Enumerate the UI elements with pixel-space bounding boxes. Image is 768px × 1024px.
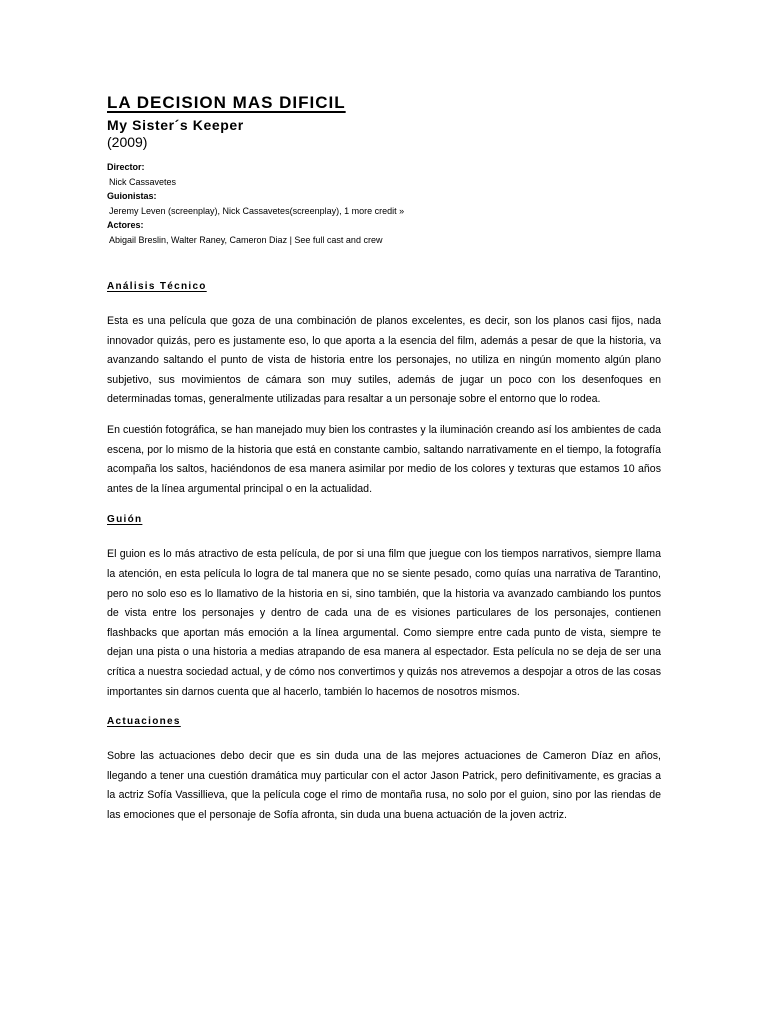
credit-label-director: Director: <box>107 162 145 172</box>
section-heading-analisis: Análisis Técnico <box>107 281 207 292</box>
document-subtitle: My Sister´s Keeper <box>107 117 244 133</box>
paragraph-guion-1: El guion es lo más atractivo de esta película, de por si una film que juegue con los tiempos narrativos, siempre llama la atención, en esta película lo logra de tal manera que no se siente pesado, como quías una narrativa de Tarantino, pero no solo eso es lo llamativo de la historia en si, sino también, que la historia va avanzado cambiando los puntos de vista entre los personajes y dentro de cada una de es visiones particulares de los personajes, contienen flashbacks que aportan más emoción a la línea argumental. Como siempre entre cada punto de vista, siempre te dejan una pista o una historia a medias atrapando de esa manera al espectador. Esta película no se deja de ser una crítica a nuestra sociedad actual, y de cómo nos convertimos y quizás nos atrevemos a despojar a otros de las cosas importantes sin darnos cuenta que al hacerlo, también lo hacemos de nosotros mismos. <box>107 548 661 698</box>
credit-label-writers: Guionistas: <box>107 191 157 201</box>
document-title: LA DECISION MAS DIFICIL <box>107 93 346 112</box>
document-page <box>107 92 661 825</box>
section-heading-guion: Guión <box>107 514 143 526</box>
paragraph-actuaciones-1: Sobre las actuaciones debo decir que es sin duda una de las mejores actuaciones de Cameron Díaz en años, llegando a tener una cuestión dramática muy particular con el actor Jason Patrick, pero definitivamente, es gracias a la actriz Sofía Vassillieva, que la película coge el rimo de montaña rusa, no solo por el guion, sino por las riendas de las emociones que el personaje de Sofía afronta, sin duda una buena actuación de la joven actriz. <box>107 750 661 821</box>
credit-value-director: Nick Cassavetes <box>109 176 177 187</box>
paragraph-analisis-2: En cuestión fotográfica, se han manejado muy bien los contrastes y la iluminación creando así los ambientes de cada escena, por lo mismo de la historia que está en constante cambio, saltando narrativamente en el tiempo, la fotografía acompaña los saltos, haciéndonos de esa manera asimilar por medio de los colores y texturas que estamos 10 años antes de la línea argumental principal o en la actualidad. <box>107 423 661 495</box>
credits-block <box>107 160 661 247</box>
section-heading-actuaciones: Actuaciones <box>107 716 181 728</box>
credit-value-writers: Jeremy Leven (screenplay), Nick Cassavetes(screenplay), 1 more credit » <box>109 205 405 216</box>
credit-value-actors: Abigail Breslin, Walter Raney, Cameron Diaz | See full cast and crew <box>109 234 383 245</box>
document-year: (2009) <box>107 134 148 150</box>
credit-label-actors: Actores: <box>107 220 144 230</box>
paragraph-analisis-1: Esta es una película que goza de una combinación de planos excelentes, es decir, son los planos casi fijos, nada innovador quizás, pero es justamente eso, lo que aporta a la esencia del film, además a pesar de que la historia, va avanzando saltando el punto de vista de historia entre los personajes, no utiliza en ningún momento algún plano subjetivo, sus movimientos de cámara son muy sutiles, además de jugar un poco con los desenfoques en determinadas tomas, generalmente utilizadas para resaltar a un personaje sobre el entorno que lo rodea. <box>107 315 661 406</box>
